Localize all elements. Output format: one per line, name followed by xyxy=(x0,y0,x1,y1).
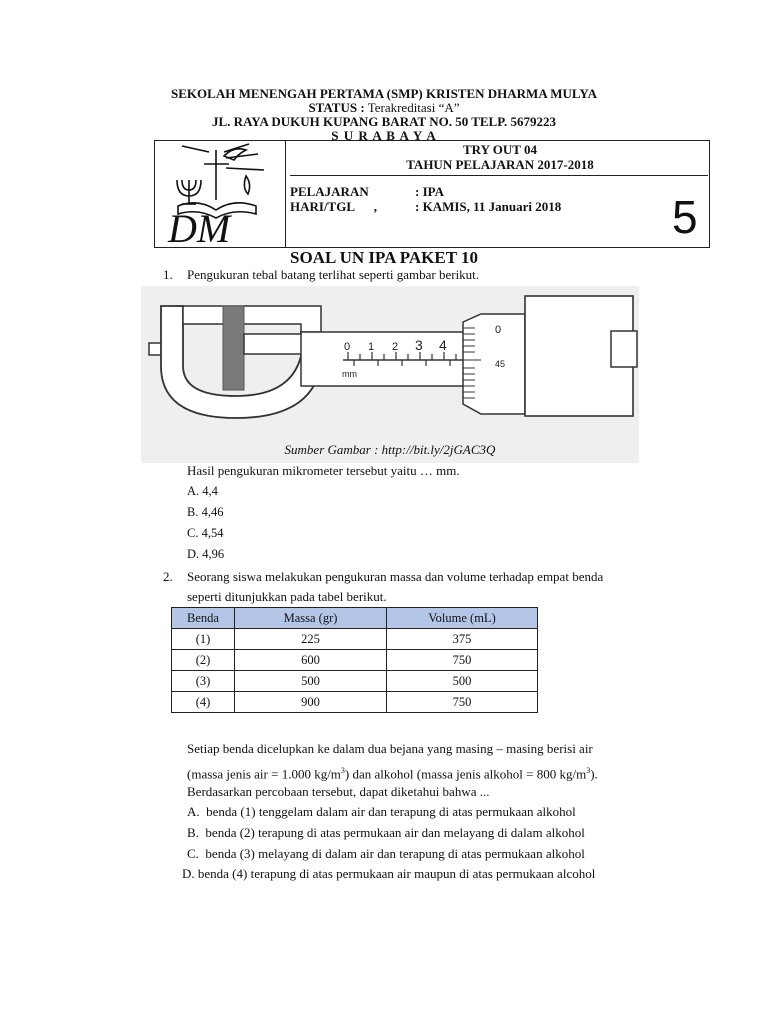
q1-text: Pengukuran tebal batang terlihat seperti gambar berikut. xyxy=(187,267,480,282)
q2-sup-1: 3 xyxy=(340,766,345,775)
table-cell: 600 xyxy=(235,650,387,671)
date-label: HARI/TGL , xyxy=(290,199,378,214)
table-row xyxy=(172,692,538,713)
scale-label-3: 3 xyxy=(415,337,423,353)
info-divider xyxy=(290,175,708,176)
table-cell: (3) xyxy=(172,671,235,692)
table-cell: 500 xyxy=(387,671,538,692)
date-value: : KAMIS, 11 Januari 2018 xyxy=(415,199,562,214)
q2-text-line1: Seorang siswa melakukan pengukuran massa dan volume terhadap empat benda xyxy=(187,569,604,584)
q2-option-a: A. benda (1) tenggelam dalam air dan terapung di atas permukaan alkohol xyxy=(187,804,576,819)
table-header-massa: Massa (gr) xyxy=(235,608,387,629)
scale-label-4: 4 xyxy=(439,337,447,353)
q2-para-line2-part2: ) dan alkohol (massa jenis alkohol = 800 kg/m xyxy=(344,766,587,782)
table-row xyxy=(172,671,538,692)
q2-number: 2. xyxy=(163,569,173,584)
table-header-volume: Volume (mL) xyxy=(387,608,538,629)
q1-option-c: C. 4,54 xyxy=(187,526,224,540)
school-logo-icon xyxy=(154,140,284,246)
table-row xyxy=(172,629,538,650)
page-number: 5 xyxy=(672,191,698,243)
q1-question: Hasil pengukuran mikrometer tersebut yaitu … mm. xyxy=(187,463,460,478)
scale-label-1: 1 xyxy=(368,341,375,353)
academic-year: TAHUN PELAJARAN 2017-2018 xyxy=(406,157,594,172)
accreditation-status xyxy=(0,100,768,115)
table-row xyxy=(172,650,538,671)
micrometer-illustration xyxy=(141,286,639,463)
table-cell: (4) xyxy=(172,692,235,713)
mass-volume-table xyxy=(171,607,538,713)
table-header-row xyxy=(172,608,538,629)
table-cell: 750 xyxy=(387,650,538,671)
school-name: SEKOLAH MENENGAH PERTAMA (SMP) KRISTEN DHARMA MULYA xyxy=(171,86,597,101)
logo-monogram: DM xyxy=(168,206,231,246)
subject-label: PELAJARAN xyxy=(290,184,369,199)
q2-sup-2: 3 xyxy=(586,766,591,775)
table-cell: 500 xyxy=(235,671,387,692)
q2-option-b: B. benda (2) terapung di atas permukaan air dan melayang di dalam alkohol xyxy=(187,825,585,840)
q2-para-line2-part1: (massa jenis air = 1.000 kg/m xyxy=(187,766,341,782)
scale-unit: mm xyxy=(342,369,357,379)
table-cell: 225 xyxy=(235,629,387,650)
q2-text-line2: seperti ditunjukkan pada tabel berikut. xyxy=(187,589,387,604)
school-city: S U R A B A Y A xyxy=(331,128,437,143)
q1-option-b: B. 4,46 xyxy=(187,505,224,519)
subject-value: : IPA xyxy=(415,184,445,199)
q2-para-line2-part3: ). xyxy=(590,766,598,782)
q1-option-d: D. 4,96 xyxy=(187,547,225,561)
q1-number: 1. xyxy=(163,267,173,282)
school-logo xyxy=(154,140,286,248)
school-address: JL. RAYA DUKUH KUPANG BARAT NO. 50 TELP. 5679223 xyxy=(212,114,556,129)
micrometer-figure xyxy=(141,286,639,463)
figure-caption: Sumber Gambar : http://bit.ly/2jGAC3Q xyxy=(284,442,496,457)
q2-para-line3: Berdasarkan percobaan tersebut, dapat diketahui bahwa ... xyxy=(187,784,490,799)
table-cell: 750 xyxy=(387,692,538,713)
q2-option-c: C. benda (3) melayang di dalam air dan terapung di atas permukaan alkohol xyxy=(187,846,585,861)
exam-title: SOAL UN IPA PAKET 10 xyxy=(290,248,478,267)
thimble-label-0: 0 xyxy=(495,324,502,336)
scale-label-0: 0 xyxy=(344,341,351,353)
table-cell: (2) xyxy=(172,650,235,671)
status-label: STATUS : xyxy=(308,100,365,115)
q2-para-line1: Setiap benda dicelupkan ke dalam dua bejana yang masing – masing berisi air xyxy=(187,741,593,756)
thimble-label-45: 45 xyxy=(495,359,506,369)
q2-option-d: D. benda (4) terapung di atas permukaan air maupun di atas permukaan alcohol xyxy=(182,866,596,881)
table-header-benda: Benda xyxy=(172,608,235,629)
table-cell: (1) xyxy=(172,629,235,650)
tryout-label: TRY OUT 04 xyxy=(463,142,537,157)
table-cell: 900 xyxy=(235,692,387,713)
scale-label-2: 2 xyxy=(392,341,399,353)
status-value: Terakreditasi “A” xyxy=(367,100,460,115)
table-cell: 375 xyxy=(387,629,538,650)
q2-para-line2 xyxy=(187,762,598,782)
q1-option-a: A. 4,4 xyxy=(187,484,218,498)
